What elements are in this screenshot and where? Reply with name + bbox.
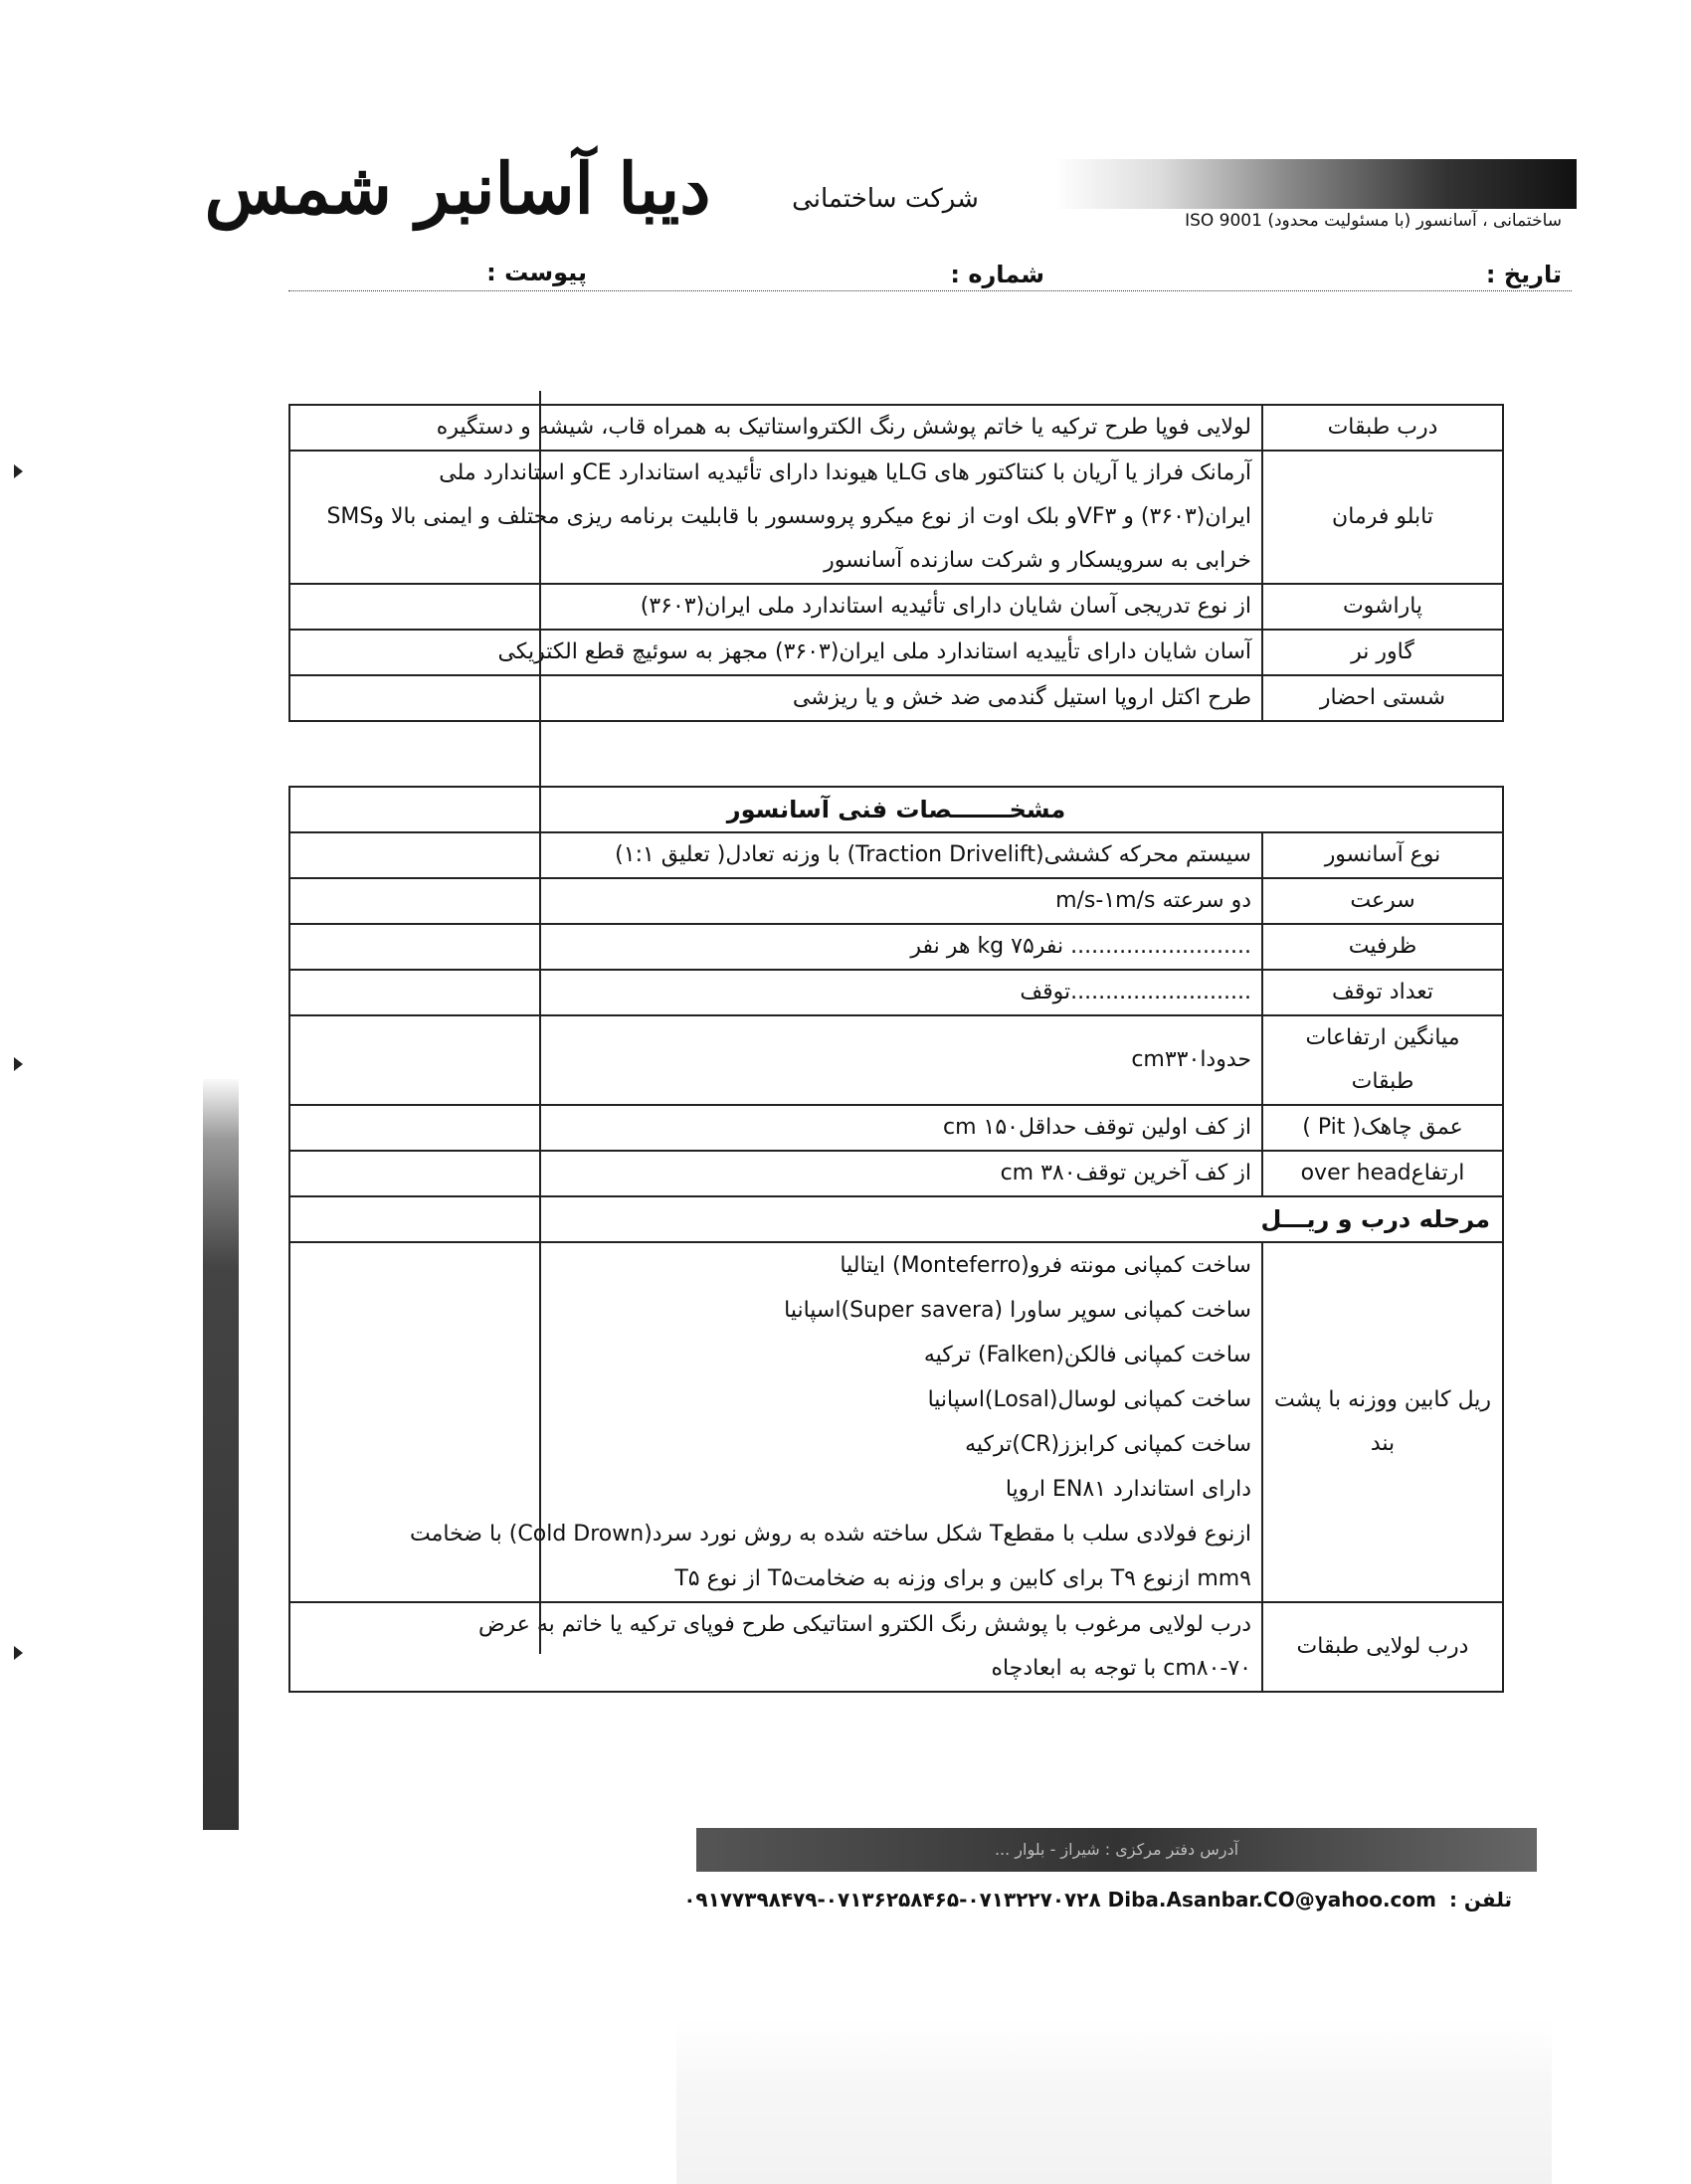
table-row bbox=[289, 1242, 1503, 1602]
row-value: لولایی فوپا طرح ترکیه یا خاتم پوشش رنگ الکترواستاتیک به همراه قاب، شیشه و دستگیره bbox=[289, 405, 1262, 451]
scan-shadow-bottom bbox=[676, 2019, 1552, 2184]
rail-line: ازنوع فولادی سلب با مقطعT شکل ساخته شده به روش نورد سرد(Cold Drown) با ضخامت bbox=[410, 1522, 1251, 1547]
number-label: شماره : bbox=[950, 261, 1044, 288]
table-row bbox=[289, 832, 1503, 878]
row-label: نوع آسانسور bbox=[1262, 832, 1503, 878]
margin-mark bbox=[14, 1057, 23, 1071]
value-line: آرمانک فراز یا آریان با کنتاکتور های LGیا هیوندا دارای تأئیدیه استاندارد CEو استاندارد ملی bbox=[439, 460, 1251, 485]
phone-label: تلفن : bbox=[1448, 1888, 1512, 1911]
table-row bbox=[289, 451, 1503, 584]
margin-mark bbox=[14, 1646, 23, 1660]
rail-line: ساخت کمپانی مونته فرو(Monteferro) ایتالیا bbox=[840, 1253, 1251, 1278]
row-value: طرح اکتل اروپا استیل گندمی ضد خش و یا ریزشی bbox=[289, 675, 1262, 721]
row-value: از نوع تدریجی آسان شایان دارای تأئیدیه استاندارد ملی ایران(۳۶۰۳) bbox=[289, 584, 1262, 630]
row-value: .......................... نفرkg ۷۵ هر نفر bbox=[289, 924, 1262, 970]
row-label: ظرفیت bbox=[1262, 924, 1503, 970]
row-value: از کف اولین توقف حداقلcm ۱۵۰ bbox=[289, 1105, 1262, 1151]
value-line: خرابی به سرویسکار و شرکت سازنده آسانسور bbox=[824, 548, 1251, 573]
row-value: سیستم محرکه کششی(Traction Drivelift) با وزنه تعادل( تعلیق ۱:۱) bbox=[289, 832, 1262, 878]
row-label: عمق چاهک( Pit ) bbox=[1262, 1105, 1503, 1151]
row-value: آسان شایان دارای تأییدیه استاندارد ملی ایران(۳۶۰۳) مجهز به سوئیچ قطع الکتریکی bbox=[289, 630, 1262, 675]
row-label: درب طبقات bbox=[1262, 405, 1503, 451]
table-row bbox=[289, 1151, 1503, 1196]
vertical-fold-line bbox=[539, 391, 541, 1654]
footer-contact bbox=[683, 1888, 1512, 1911]
rail-line: ساخت کمپانی لوسال(Losal)اسپانیا bbox=[927, 1387, 1251, 1412]
rail-line: ساخت کمپانی کرابزز(CR)ترکیه bbox=[965, 1432, 1251, 1457]
stage-title-row bbox=[289, 1196, 1503, 1242]
table-row bbox=[289, 1602, 1503, 1692]
row-value bbox=[289, 451, 1262, 584]
header-scan-band bbox=[1054, 159, 1577, 209]
row-label: تعداد توقف bbox=[1262, 970, 1503, 1015]
row-label: گاور نر bbox=[1262, 630, 1503, 675]
specs-table-1 bbox=[288, 404, 1504, 722]
value-line: ایران(۳۶۰۳) و VF۳و بلک اوت از نوع میکرو پروسسور با قابلیت برنامه ریزی مختلف و ایمنی بالا وSMS bbox=[326, 504, 1251, 529]
row-value: دو سرعته m/s-۱m/s bbox=[289, 878, 1262, 924]
rail-line: mm۹ ازنوع T۹ برای کابین و برای وزنه به ضخامتT۵ از نوع T۵ bbox=[674, 1566, 1251, 1591]
company-logo: دیبا آسانبر شمس bbox=[204, 147, 711, 230]
table-title: مشخـــــــصات فنی آسانسور bbox=[289, 787, 1503, 832]
table-row bbox=[289, 675, 1503, 721]
row-label: میانگین ارتفاعات طبقات bbox=[1262, 1015, 1503, 1105]
row-label: پاراشوت bbox=[1262, 584, 1503, 630]
table-row bbox=[289, 970, 1503, 1015]
table-row bbox=[289, 405, 1503, 451]
row-value: ..........................توقف bbox=[289, 970, 1262, 1015]
contact-details: ۰۹۱۷۷۳۹۸۴۷۹-۰۷۱۳۶۲۵۸۴۶۵-۰۷۱۳۲۲۷۰۷۲۸ Diba.Asanbar.CO@yahoo.com bbox=[683, 1888, 1436, 1911]
table-row bbox=[289, 1105, 1503, 1151]
value-line: cm۸۰-۷۰ با توجه به ابعادچاه bbox=[991, 1656, 1251, 1681]
rail-line: دارای استاندارد EN۸۱ اروپا bbox=[1005, 1477, 1251, 1502]
header-divider bbox=[288, 290, 1572, 291]
attachment-label: پیوست : bbox=[486, 259, 587, 286]
scan-shadow-band bbox=[203, 1079, 239, 1830]
table-row bbox=[289, 878, 1503, 924]
row-label: شستی احضار bbox=[1262, 675, 1503, 721]
footer-address-band: آدرس دفتر مرکزی : شیراز - بلوار ... bbox=[696, 1828, 1537, 1872]
row-label: درب لولایی طبقات bbox=[1262, 1602, 1503, 1692]
row-label: ارتفاعover head bbox=[1262, 1151, 1503, 1196]
row-value: حدوداcm۳۳۰ bbox=[289, 1015, 1262, 1105]
rail-line: ساخت کمپانی فالکن(Falken) ترکیه bbox=[923, 1343, 1251, 1367]
row-label: ریل کابین ووزنه با پشت بند bbox=[1262, 1242, 1503, 1602]
row-value bbox=[289, 1242, 1262, 1602]
date-label: تاریخ : bbox=[1485, 261, 1562, 288]
table-row bbox=[289, 1015, 1503, 1105]
margin-mark bbox=[14, 464, 23, 478]
rail-line: ساخت کمپانی سوپر ساورا (Super savera)اسپانیا bbox=[784, 1298, 1251, 1323]
table-row bbox=[289, 924, 1503, 970]
table-row bbox=[289, 584, 1503, 630]
row-label: تابلو فرمان bbox=[1262, 451, 1503, 584]
specs-table-2 bbox=[288, 786, 1504, 1693]
stage-title: مرحله درب و ریـــل bbox=[289, 1196, 1503, 1242]
company-prefix: شرکت ساختمانی bbox=[792, 184, 979, 214]
row-value bbox=[289, 1602, 1262, 1692]
row-label: سرعت bbox=[1262, 878, 1503, 924]
table-row bbox=[289, 630, 1503, 675]
company-subtitle: ساختمانی ، آسانسور (با مسئولیت محدود) ISO 9001 bbox=[1185, 211, 1562, 231]
row-value: از کف آخرین توقفcm ۳۸۰ bbox=[289, 1151, 1262, 1196]
table-title-row bbox=[289, 787, 1503, 832]
value-line: درب لولایی مرغوب با پوشش رنگ الکترو استاتیکی طرح فوپای ترکیه یا خاتم به عرض bbox=[478, 1612, 1251, 1637]
